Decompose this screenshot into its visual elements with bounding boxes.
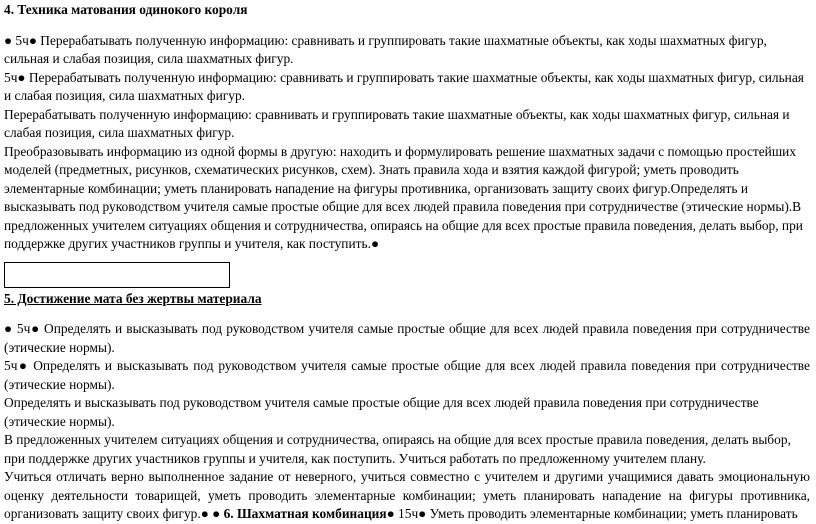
empty-box (4, 262, 230, 288)
section-4-paragraph-4: Преобразовывать информацию из одной формы в другую: находить и формулировать решение шахматных задачи с помощью простейших моделей (предметных, рисунков, схематических рисунков, схем). Знать правила хода и взятия каждой фигурой; уметь проводить элементарные комбинации; уметь планировать нападение на фигуры противника, организовать защиту своих фигур.Определять и высказывать под руководством учителя самые простые общие для всех людей правила поведения при сотрудничестве (этические нормы).В предложенных учителем ситуациях общения и сотрудничества, опираясь на общие для всех простые правила поведения, делать выбор, при поддержке других участников группы и учителя, как поступить.● (4, 143, 803, 251)
section-5-paragraph-1: ● 5ч● Определять и высказывать под руководством учителя самые простые общие для всех людей правила поведения при сотрудничестве (этические нормы). (4, 321, 810, 355)
section-4-heading: 4. Техника матования одинокого короля (4, 2, 248, 17)
section-5-heading: 5. Достижение мата без жертвы материала (4, 290, 262, 306)
section-4-paragraph-1: ● 5ч● Перерабатывать полученную информацию: сравнивать и группировать такие шахматные объекты, как ходы шахматных фигур, сильная и слабая позиция, сила шахматных фигур. (4, 32, 767, 66)
section-6-intro: ● 15ч● Уметь проводить элементарные комбинации; уметь планировать (386, 506, 798, 521)
section-5-paragraph-5 (4, 468, 810, 524)
section-5-paragraph-5-text: Учиться отличать верно выполненное задание от неверного, учиться совместно с учителем и другими учащимися давать эмоциональную оценку деятельности товарищей, уметь проводить элементарные комбинации; уметь планировать нападение на фигуры противника, организовать защиту своих фигур.● ● (4, 469, 810, 521)
section-5-paragraph-3: Определять и высказывать под руководством учителя самые простые общие для всех людей правила поведения при сотрудничестве (этические нормы). (4, 395, 759, 429)
section-5-paragraph-4: В предложенных учителем ситуациях общения и сотрудничества, опираясь на общие для всех простые правила поведения, делать выбор, при поддержке других участников группы и учителя, как поступить. Учиться работать по предложенному учителем плану. (4, 432, 791, 466)
section-6-heading: 6. Шахматная комбинация (223, 506, 387, 521)
section-5-paragraph-2: 5ч● Определять и высказывать под руководством учителя самые простые общие для всех людей правила поведения при сотрудничестве (этические нормы). (4, 358, 810, 392)
section-4-paragraph-2: 5ч● Перерабатывать полученную информацию: сравнивать и группировать такие шахматные объекты, как ходы шахматных фигур, сильная и слабая позиция, сила шахматных фигур. (4, 69, 804, 103)
section-4-paragraph-3: Перерабатывать полученную информацию: сравнивать и группировать такие шахматные объекты, как ходы шахматных фигур, сильная и слабая позиция, сила шахматных фигур. (4, 106, 790, 140)
